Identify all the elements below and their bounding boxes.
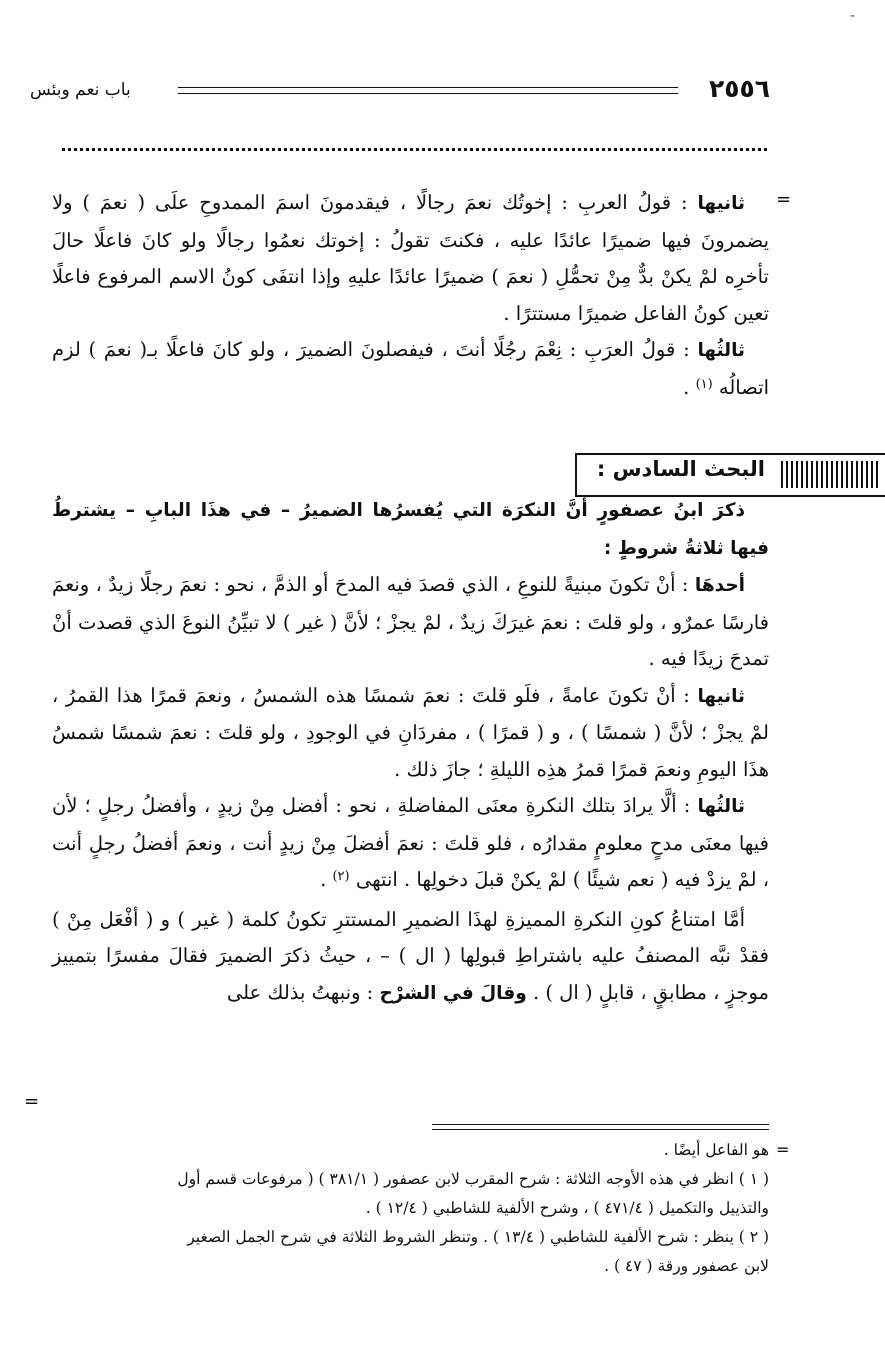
paragraph-text: : ونبهتُ بذلك على	[226, 980, 374, 1004]
paragraph-end: .	[320, 868, 327, 891]
inline-bold: وقالَ في الشرْح	[379, 982, 527, 1004]
intro-bold: ذكرَ ابنُ عصفورٍ أنَّ النكرَة التي يُفسرُها الضميرُ – في هذَا البابِ – يشترطُ فيها ثلاثةُ شروطٍ :	[52, 500, 769, 559]
footnote-continuation-mark: =	[776, 1140, 790, 1159]
continuation-mark-top: =	[776, 189, 792, 210]
paragraph-text: : أنْ تكونَ عامةً ، فلَو قلتَ : نعمَ شمسًا هذه الشمسُ ، ونعمَ قمرًا هذا القمرُ ، لمْ يجزْ ؛ لأنَّ ( شمسًا ) ، و ( قمرًا ) ، مفردَانِ في الوجودِ ، ولو قلتَ : نعمَ شمسًا شمسُ هذَا اليومِ ونعمَ قمرًا قمرُ هذِه الليلةِ ؛ جازَ ذلك .	[52, 683, 769, 781]
paragraph-second-evidence	[52, 185, 769, 332]
condition-three	[52, 788, 769, 902]
footnote-continuation: هو الفاعل أيضًا .	[663, 1141, 769, 1159]
paragraph-third-evidence	[52, 332, 769, 409]
header-rule	[178, 87, 678, 94]
paragraph-end: .	[683, 375, 690, 399]
footnote-2: ( ٢ ) ينظر : شرح الألفية للشاطبي ( ١٣/٤ ) . وتنظر الشروط الثلاثة في شرح الجمل الصغير	[187, 1228, 769, 1246]
footnotes	[40, 1136, 769, 1281]
paragraph-text: : أنْ تكونَ مبنيةً للنوعِ ، الذي قصدَ فيه المدحَ أو الذمَّ ، نحو : نعمَ رجلًا زيدٌ ، ونعمَ فارسًا عمرٌو ، ولو قلتَ : نعمَ غيرَكَ زيدٌ ، لمْ يجزْ ؛ لأنَّ ( غير ) لا تبيِّنُ النوعَ الذي قصدت أنْ تمدحَ زيدًا فيه .	[52, 573, 769, 670]
section-title: البحث السادس :	[596, 457, 765, 481]
paragraph-text: أمَّا امتناعُ كونِ النكرةِ المميزةِ لهذَا الضميرِ المستترِ تكونُ كلمة ( غير ) و ( أفْعَل مِنْ ) فقدْ نبَّه المصنفُ عليه باشتراطِ قبولِها ( ال ) – ، حيثُ ذكرَ الضميرَ فقالَ مفسرًا بتمييز موجزٍ ، مطابقٍ ، قابلٍ ( ال ) .	[52, 907, 769, 1004]
body-text-main	[52, 492, 769, 1012]
paragraph-label: ثالثُها	[697, 340, 745, 361]
footnote-2-continued: لابن عصفور ورقة ( ٤٧ ) .	[604, 1257, 769, 1275]
page-header	[30, 74, 770, 106]
paragraph-label: ثانيها	[697, 193, 746, 214]
footnote-ref: (١)	[695, 376, 713, 392]
running-title: باب نعم وبئس	[30, 80, 131, 100]
paragraph-label: ثالثُها	[697, 796, 745, 817]
footnote-1-continued: والتذييل والتكميل ( ٤٧١/٤ ) ، وشرح الألفية للشاطبي ( ١٢/٤ ) .	[365, 1199, 769, 1217]
footnote-ref: (٢)	[332, 869, 350, 884]
condition-two	[52, 678, 769, 789]
section-heading-box	[575, 453, 885, 497]
section-intro	[52, 492, 769, 567]
paragraph-text: : قولُ العربِ : إخوتُك نعمَ رجالًا ، فيقدمونَ اسمَ الممدوحِ علَى ( نعمَ ) ولا يضمرونَ فيها ضميرًا عائدًا عليه ، فكنتَ تقولُ : إخوتك نعمُوا رجالًا ولو كانَ فاعلًا حالَ تأخرِه لمْ يكنْ بدٌّ مِنْ تحمُّلِ ( نعمَ ) ضميرًا عائدًا عليهِ وإذا انتفَى كونُ الاسم المرفوع فاعلًا تعين كونُ الفاعل ضميرًا مستترًا .	[52, 191, 769, 325]
condition-one	[52, 567, 769, 678]
paragraph-text: : ألَّا يرادَ بتلك النكرةِ معنَى المفاضلةِ ، نحو : أفضل مِنْ زيدٍ ، وأفضلُ رجلٍ ؛ لأن فيها معنَى مدحٍ معلومٍ مقدارُه ، فلو قلتَ : نعمَ أفضلَ مِنْ زيدٍ أنت ، ونعمَ أفضلُ رجلٍ أنت ، لمْ يزدْ فيه ( نعم شيئًا ) لمْ يكنْ قبلَ دخولِها . انتهى	[52, 794, 769, 891]
corner-mark: -	[850, 8, 856, 24]
footnote-1: ( ١ ) انظر في هذه الأوجه الثلاثة : شرح المقرب لابن عصفور ( ٣٨١/١ ) ( مرفوعات قسم أول	[177, 1170, 769, 1188]
paragraph-label: أحدهَا	[694, 575, 746, 596]
continuation-mark-bottom: =	[24, 1091, 40, 1112]
section-hatch	[781, 461, 879, 488]
body-text-top	[52, 185, 769, 409]
paragraph-text: : قولُ العرَبِ : نِعْمَ رجُلًا أنتَ ، فيفصلونَ الضميرَ ، ولو كانَ فاعلًا بـ( نعمَ ) لزم اتصالُه	[52, 338, 769, 399]
dotted-separator	[62, 148, 767, 151]
closing-paragraph	[52, 902, 769, 1013]
page-number: ٢٥٥٦	[708, 74, 770, 103]
paragraph-label: ثانيها	[697, 685, 745, 707]
footnote-rule	[432, 1124, 769, 1130]
